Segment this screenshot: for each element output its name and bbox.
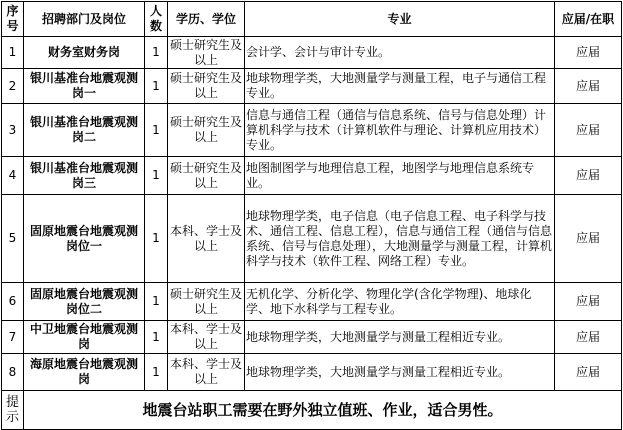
row-number: 2 — [2, 69, 24, 104]
table-row — [2, 69, 622, 104]
row-number: 6 — [2, 283, 24, 321]
row-dept: 银川基准台地震观测岗一 — [24, 69, 145, 104]
row-edu: 本科、学士及以上 — [168, 354, 245, 391]
table-row — [2, 157, 622, 195]
row-count: 1 — [145, 354, 168, 391]
row-number: 3 — [2, 104, 24, 157]
row-dept: 银川基准台地震观测岗三 — [24, 157, 145, 195]
row-count: 1 — [145, 195, 168, 283]
row-status: 应届 — [555, 104, 622, 157]
header-major: 专业 — [245, 2, 555, 37]
row-edu: 硕士研究生及以上 — [168, 37, 245, 69]
row-dept: 中卫地震台地震观测岗 — [24, 321, 145, 354]
row-edu: 硕士研究生及以上 — [168, 283, 245, 321]
header-row — [2, 2, 622, 37]
row-edu: 本科、学士及以上 — [168, 195, 245, 283]
recruitment-table — [1, 1, 622, 430]
table-row — [2, 354, 622, 391]
row-major: 地球物理学类，大地测量学与测量工程相近专业。 — [245, 321, 555, 354]
row-major: 无机化学、分析化学、物理化学(含化学物理)、地球化学、地下水科学与工程专业。 — [245, 283, 555, 321]
row-dept: 固原地震台地震观测岗位一 — [24, 195, 145, 283]
row-status: 应届 — [555, 69, 622, 104]
row-status: 应届 — [555, 195, 622, 283]
table-row — [2, 104, 622, 157]
header-dept: 招聘部门及岗位 — [24, 2, 145, 37]
row-major: 信息与通信工程（通信与信息系统、信号与信息处理）计算机科学与技术（计算机软件与理论、计算机应用技术）专业。 — [245, 104, 555, 157]
row-dept: 海原地震台地震观测岗 — [24, 354, 145, 391]
row-edu: 硕士研究生及以上 — [168, 157, 245, 195]
header-edu: 学历、学位 — [168, 2, 245, 37]
row-major: 地球物理学类，电子信息（电子信息工程、电子科学与技术、通信工程、信息工程），信息与通信工程（通信与信息系统、信号与信息处理），大地测量学与测量工程，计算机科学与技术（软件工程、网络工程）专业。 — [245, 195, 555, 283]
header-status: 应届/在职 — [555, 2, 622, 37]
row-edu: 硕士研究生及以上 — [168, 104, 245, 157]
row-count: 1 — [145, 104, 168, 157]
row-count: 1 — [145, 321, 168, 354]
row-status: 应届 — [555, 321, 622, 354]
tip-text: 地震台站职工需要在野外独立值班、作业，适合男性。 — [24, 391, 622, 430]
table-body — [2, 37, 622, 391]
row-edu: 本科、学士及以上 — [168, 321, 245, 354]
row-status: 应届 — [555, 157, 622, 195]
table-row — [2, 321, 622, 354]
tip-label: 提示 — [2, 391, 24, 430]
row-number: 7 — [2, 321, 24, 354]
row-major: 地球物理学类，大地测量学与测量工程，电子与通信工程专业。 — [245, 69, 555, 104]
row-dept: 银川基准台地震观测岗二 — [24, 104, 145, 157]
row-major: 地图制图学与地理信息工程，地图学与地理信息系统专业。 — [245, 157, 555, 195]
row-status: 应届 — [555, 354, 622, 391]
header-no: 序号 — [2, 2, 24, 37]
row-count: 1 — [145, 37, 168, 69]
row-count: 1 — [145, 69, 168, 104]
row-count: 1 — [145, 157, 168, 195]
row-number: 5 — [2, 195, 24, 283]
row-number: 4 — [2, 157, 24, 195]
table-row — [2, 37, 622, 69]
row-major: 会计学、会计与审计专业。 — [245, 37, 555, 69]
row-dept: 财务室财务岗 — [24, 37, 145, 69]
row-major: 地球物理学类，大地测量学与测量工程相近专业。 — [245, 354, 555, 391]
row-status: 应届 — [555, 283, 622, 321]
header-count: 人数 — [145, 2, 168, 37]
row-edu: 硕士研究生及以上 — [168, 69, 245, 104]
table-row — [2, 195, 622, 283]
row-dept: 固原地震台地震观测岗位二 — [24, 283, 145, 321]
tip-row — [2, 391, 622, 430]
row-status: 应届 — [555, 37, 622, 69]
row-number: 1 — [2, 37, 24, 69]
row-count: 1 — [145, 283, 168, 321]
table-row — [2, 283, 622, 321]
row-number: 8 — [2, 354, 24, 391]
